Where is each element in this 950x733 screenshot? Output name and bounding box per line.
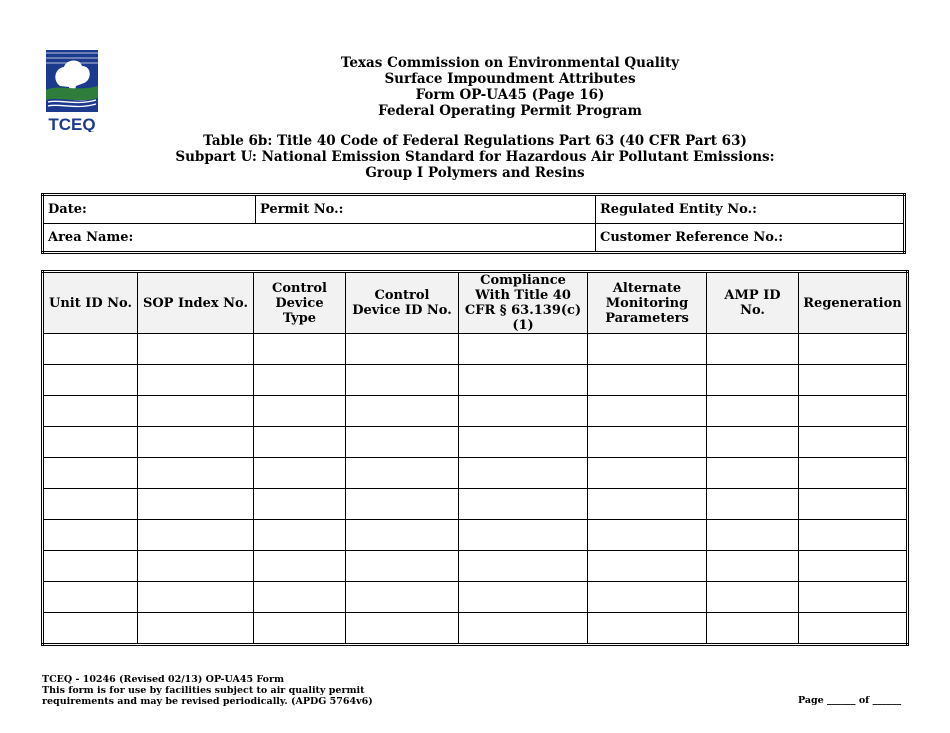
table-cell[interactable] <box>254 396 346 427</box>
table-row <box>43 489 908 520</box>
header-unit-id: Unit ID No. <box>43 272 138 334</box>
table-cell[interactable] <box>459 613 588 645</box>
form-number: Form OP-UA45 (Page 16) <box>415 87 605 103</box>
header-alternate-monitoring: Alternate Monitoring Parameters <box>588 272 707 334</box>
header-control-device-type: Control Device Type <box>254 272 346 334</box>
table-row <box>43 551 908 582</box>
form-revision: TCEQ - 10246 (Revised 02/13) OP-UA45 Form <box>42 674 285 685</box>
table-cell[interactable] <box>138 520 254 551</box>
table-cell[interactable] <box>707 334 799 365</box>
table-cell[interactable] <box>799 551 908 582</box>
header-compliance: Compliance With Title 40 CFR § 63.139(c)(1) <box>459 272 588 334</box>
table-cell[interactable] <box>346 520 459 551</box>
table-cell[interactable] <box>588 427 707 458</box>
tceq-logo <box>46 50 98 132</box>
table-cell[interactable] <box>43 458 138 489</box>
table-cell[interactable] <box>799 489 908 520</box>
header-control-device-id: Control Device ID No. <box>346 272 459 334</box>
table-cell[interactable] <box>138 427 254 458</box>
table-cell[interactable] <box>799 365 908 396</box>
table-cell[interactable] <box>254 551 346 582</box>
table-cell[interactable] <box>138 613 254 645</box>
table-row <box>43 365 908 396</box>
table-cell[interactable] <box>588 551 707 582</box>
table-cell[interactable] <box>43 551 138 582</box>
table-cell[interactable] <box>588 582 707 613</box>
table-title-line2: Subpart U: National Emission Standard for Hazardous Air Pollutant Emissions: <box>175 149 775 165</box>
table-cell[interactable] <box>799 458 908 489</box>
info-table <box>41 193 906 254</box>
table-cell[interactable] <box>799 334 908 365</box>
table-cell[interactable] <box>459 551 588 582</box>
table-cell[interactable] <box>588 613 707 645</box>
table-cell[interactable] <box>138 551 254 582</box>
table-cell[interactable] <box>138 458 254 489</box>
table-cell[interactable] <box>588 458 707 489</box>
table-header-row <box>43 272 908 334</box>
table-cell[interactable] <box>254 613 346 645</box>
table-row <box>43 458 908 489</box>
form-usage-note-2: requirements and may be revised periodically. (APDG 5764v6) <box>42 696 373 707</box>
table-row <box>43 334 908 365</box>
table-cell[interactable] <box>459 396 588 427</box>
table-cell[interactable] <box>254 520 346 551</box>
table-cell[interactable] <box>707 365 799 396</box>
table-cell[interactable] <box>459 582 588 613</box>
table-title <box>100 133 850 181</box>
table-cell[interactable] <box>346 365 459 396</box>
table-cell[interactable] <box>254 489 346 520</box>
table-row <box>43 582 908 613</box>
agency-name: Texas Commission on Environmental Quality <box>340 55 680 71</box>
table-cell[interactable] <box>588 520 707 551</box>
program-name: Federal Operating Permit Program <box>378 103 642 119</box>
table-row <box>43 613 908 645</box>
table-cell[interactable] <box>138 489 254 520</box>
header-sop-index: SOP Index No. <box>138 272 254 334</box>
table-cell[interactable] <box>346 613 459 645</box>
table-cell[interactable] <box>588 334 707 365</box>
header-amp-id: AMP ID No. <box>707 272 799 334</box>
table-cell[interactable] <box>799 396 908 427</box>
table-cell[interactable] <box>799 520 908 551</box>
table-cell[interactable] <box>254 365 346 396</box>
table-cell[interactable] <box>799 427 908 458</box>
table-cell[interactable] <box>459 427 588 458</box>
table-row <box>43 427 908 458</box>
table-cell[interactable] <box>459 365 588 396</box>
table-cell[interactable] <box>254 582 346 613</box>
table-cell[interactable] <box>138 334 254 365</box>
table-cell[interactable] <box>43 520 138 551</box>
table-cell[interactable] <box>707 551 799 582</box>
permit-no-field[interactable]: Permit No.: <box>256 195 596 224</box>
table-cell[interactable] <box>43 365 138 396</box>
table-cell[interactable] <box>707 427 799 458</box>
table-cell[interactable] <box>707 520 799 551</box>
table-cell[interactable] <box>254 427 346 458</box>
table-cell[interactable] <box>43 396 138 427</box>
table-row <box>43 520 908 551</box>
table-row <box>43 396 908 427</box>
table-cell[interactable] <box>43 427 138 458</box>
date-field[interactable]: Date: <box>43 195 256 224</box>
table-cell[interactable] <box>138 396 254 427</box>
table-cell[interactable] <box>707 582 799 613</box>
header-regeneration: Regeneration <box>799 272 908 334</box>
table-cell[interactable] <box>799 613 908 645</box>
table-cell[interactable] <box>254 334 346 365</box>
table-cell[interactable] <box>799 582 908 613</box>
table-cell[interactable] <box>707 613 799 645</box>
table-title-line3: Group I Polymers and Resins <box>365 165 585 181</box>
table-cell[interactable] <box>43 334 138 365</box>
table-cell[interactable] <box>254 458 346 489</box>
table-cell[interactable] <box>346 334 459 365</box>
table-cell[interactable] <box>707 458 799 489</box>
table-cell[interactable] <box>138 365 254 396</box>
logo-text: TCEQ <box>48 115 96 132</box>
page-number: Page ______ of ______ <box>798 695 902 706</box>
table-cell[interactable] <box>346 427 459 458</box>
table-cell[interactable] <box>346 458 459 489</box>
table-cell[interactable] <box>588 396 707 427</box>
form-subject: Surface Impoundment Attributes <box>384 71 636 87</box>
form-header <box>260 55 760 119</box>
table-cell[interactable] <box>346 551 459 582</box>
table-cell[interactable] <box>707 396 799 427</box>
form-usage-note-1: This form is for use by facilities subject to air quality permit <box>42 685 365 696</box>
table-cell[interactable] <box>346 582 459 613</box>
table-cell[interactable] <box>707 489 799 520</box>
regulated-entity-field[interactable]: Regulated Entity No.: <box>596 195 905 224</box>
table-cell[interactable] <box>138 582 254 613</box>
table-cell[interactable] <box>459 520 588 551</box>
area-name-field[interactable]: Area Name: <box>43 224 596 253</box>
attributes-table <box>41 270 909 646</box>
table-cell[interactable] <box>43 489 138 520</box>
table-cell[interactable] <box>588 365 707 396</box>
table-cell[interactable] <box>43 582 138 613</box>
form-footer <box>42 674 373 707</box>
customer-reference-field[interactable]: Customer Reference No.: <box>596 224 905 253</box>
table-cell[interactable] <box>459 334 588 365</box>
table-cell[interactable] <box>346 396 459 427</box>
table-cell[interactable] <box>43 613 138 645</box>
table-cell[interactable] <box>346 489 459 520</box>
table-title-line1: Table 6b: Title 40 Code of Federal Regulations Part 63 (40 CFR Part 63) <box>203 133 747 149</box>
table-cell[interactable] <box>588 489 707 520</box>
table-cell[interactable] <box>459 458 588 489</box>
table-cell[interactable] <box>459 489 588 520</box>
